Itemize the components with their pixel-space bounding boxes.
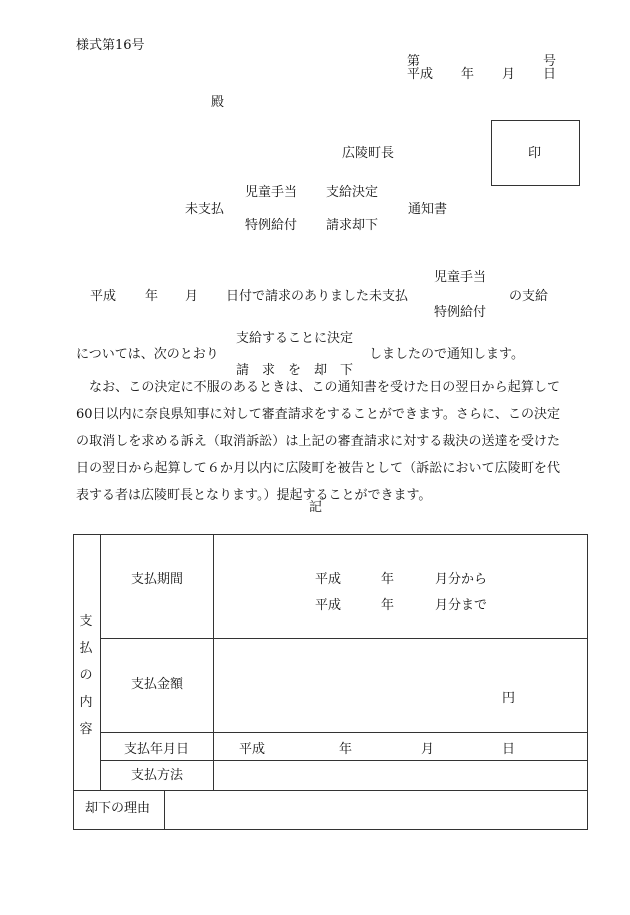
notice-paragraph	[76, 374, 560, 509]
table-rule	[73, 790, 588, 791]
table-rule	[100, 732, 588, 733]
issuer: 広陵町長	[342, 146, 395, 161]
body-line2-prefix: については、次のとおり	[76, 347, 219, 362]
ki-label: 記	[309, 500, 323, 515]
amount-unit: 円	[502, 691, 516, 706]
seal-label: 印	[528, 146, 542, 161]
section-label-char: の	[79, 668, 93, 683]
number-dai: 第	[407, 54, 421, 69]
body-option1-top: 児童手当	[434, 270, 487, 285]
table-rule	[213, 534, 214, 790]
method-label: 支払方法	[131, 768, 184, 783]
notice-text: なお、この決定に不服のあるときは、この通知書を受けた日の翌日から起算して60日以内に奈良県知事に対して審査請求をすることができます。さらに、この決定の取消しを求める訴え（取消訴訟）は上記の審査請求に対する裁決の送達を受けた日の翌日から起算して６か月以内に広陵町を被告として（訴訟において広陵町を代表する者は広陵町長となります。）提起することができます。	[76, 380, 560, 503]
section-label-char: 容	[79, 722, 93, 737]
body-month: 月	[185, 289, 199, 304]
section-label-vertical	[79, 608, 93, 743]
number-go: 号	[543, 54, 557, 69]
table-rule	[100, 534, 101, 790]
title-option1-bottom: 特例給付	[245, 218, 298, 233]
section-label-char: 支	[79, 614, 93, 629]
body-option1-bottom: 特例給付	[434, 305, 487, 320]
period-label: 支払期間	[131, 572, 184, 587]
period-to-suffix: 月分まで	[435, 598, 488, 613]
date-label: 支払年月日	[124, 742, 190, 757]
amount-label: 支払金額	[131, 677, 184, 692]
date-era: 平成	[239, 742, 266, 757]
rejection-label: 却下の理由	[85, 801, 151, 816]
body-line1-text: 日付で請求のありました未支払	[226, 289, 409, 304]
period-from-year: 年	[381, 572, 395, 587]
title-option2-bottom: 請求却下	[326, 218, 379, 233]
table-rule	[100, 760, 588, 761]
title-suffix: 通知書	[408, 202, 448, 217]
title-prefix: 未支払	[185, 202, 225, 217]
period-from-suffix: 月分から	[435, 572, 488, 587]
body-line2-suffix: しましたので通知します。	[369, 347, 524, 362]
header-month: 月	[502, 67, 516, 82]
header-day: 日	[543, 67, 557, 82]
title-option2-top: 支給決定	[326, 185, 379, 200]
section-label-char: 払	[79, 641, 93, 656]
period-to-year: 年	[381, 598, 395, 613]
table-rule	[100, 638, 588, 639]
table-rule	[164, 790, 165, 830]
header-year: 年	[461, 67, 475, 82]
header-era: 平成	[407, 67, 434, 82]
period-from-era: 平成	[315, 572, 342, 587]
addressee-suffix: 殿	[211, 95, 225, 110]
title-option1-top: 児童手当	[245, 185, 298, 200]
body-era: 平成	[90, 289, 117, 304]
body-option2-top: 支給することに決定	[236, 331, 354, 346]
body-year: 年	[145, 289, 159, 304]
section-label-char: 内	[79, 695, 93, 710]
date-month: 月	[421, 742, 435, 757]
body-option2-bottom: 請 求 を 却 下	[236, 363, 354, 378]
body-line1-suffix: の支給	[509, 289, 549, 304]
date-day: 日	[502, 742, 516, 757]
period-to-era: 平成	[315, 598, 342, 613]
date-year: 年	[339, 742, 353, 757]
form-number: 様式第16号	[76, 38, 145, 53]
